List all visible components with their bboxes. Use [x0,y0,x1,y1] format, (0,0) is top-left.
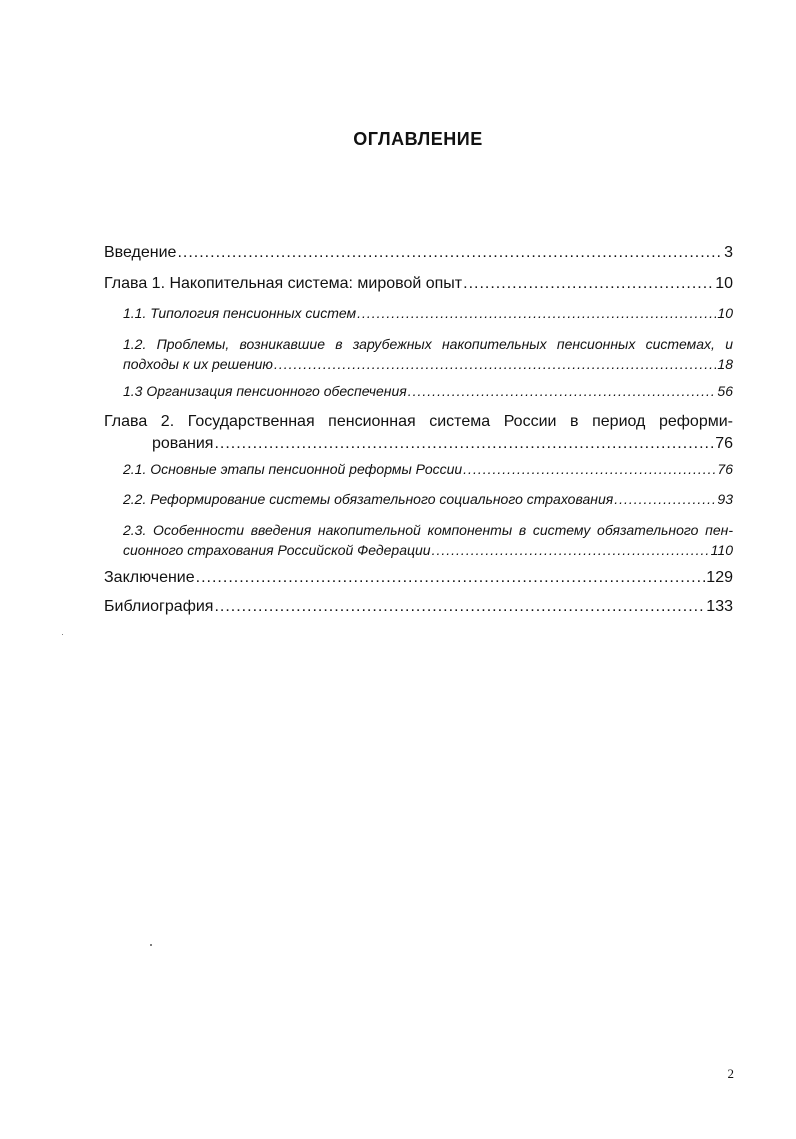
toc-label: 2.1. Основные этапы пенсионной реформы России [123,461,463,477]
toc-page: 93 [717,491,733,507]
toc-leader [214,433,714,455]
toc-page: 18 [717,356,733,372]
toc-entry-1-1 [123,305,733,321]
toc-label: Библиография [104,598,214,615]
toc-entry-2-1 [123,461,733,477]
toc-entry-2-2 [123,491,733,507]
toc-page: 10 [717,305,733,321]
toc-page: 76 [717,461,733,477]
page-number: 2 [727,1066,734,1081]
toc-label: 1.3 Организация пенсионного обеспечения [123,383,407,399]
toc-label-line-2 [123,540,733,560]
toc-entry-bibliography [104,598,733,616]
toc-leader [614,491,716,507]
toc-entry-intro [104,244,733,262]
toc-label: Введение [104,244,177,261]
toc-leader [196,569,706,587]
toc-page: 10 [715,275,733,292]
page-title: ОГЛАВЛЕНИЕ [353,129,483,149]
toc-entry-1-2 [123,334,733,374]
toc-label: подходы к их решению [123,356,273,372]
toc-label: 1.1. Типология пенсионных систем [123,305,357,321]
toc-label: Заключение [104,569,195,586]
toc-leader [357,305,716,321]
toc-leader [463,275,714,293]
toc-label-line-1: 2.3. Особенности введения накопительной компоненты в систему обязательного пен- [123,522,733,538]
toc-label: Глава 1. Накопительная система: мировой опыт [104,275,463,292]
scan-speck [150,944,152,946]
toc-label: рования [152,435,214,452]
toc-page: 76 [715,435,733,452]
toc-leader [274,354,716,374]
toc-label-line-1: Глава 2. Государственная пенсионная система России в период реформи- [104,413,733,430]
toc-label: 2.2. Реформирование системы обязательного социального страхования [123,491,614,507]
toc-leader [408,383,717,399]
toc-page: 56 [717,383,733,399]
toc-label: сионного страхования Российской Федерации [123,542,431,558]
toc-entry-conclusion [104,569,733,587]
toc-label-line-2 [152,433,733,455]
toc-entry-chapter-2 [104,411,733,455]
toc-label-line-1: 1.2. Проблемы, возникавшие в зарубежных накопительных пенсионных системах, и [123,336,733,352]
scan-speck [62,634,63,635]
toc-leader [214,598,705,616]
toc-entry-chapter-1 [104,275,733,293]
toc-page: 3 [724,244,733,261]
toc-leader [432,540,710,560]
toc-entry-1-3 [123,383,733,399]
toc-leader [463,461,716,477]
toc-label-line-2 [123,354,733,374]
toc-entry-2-3 [123,520,733,560]
toc-page: 129 [706,569,733,586]
toc-page: 133 [706,598,733,615]
toc-page: 110 [710,542,733,558]
toc-leader [177,244,723,262]
